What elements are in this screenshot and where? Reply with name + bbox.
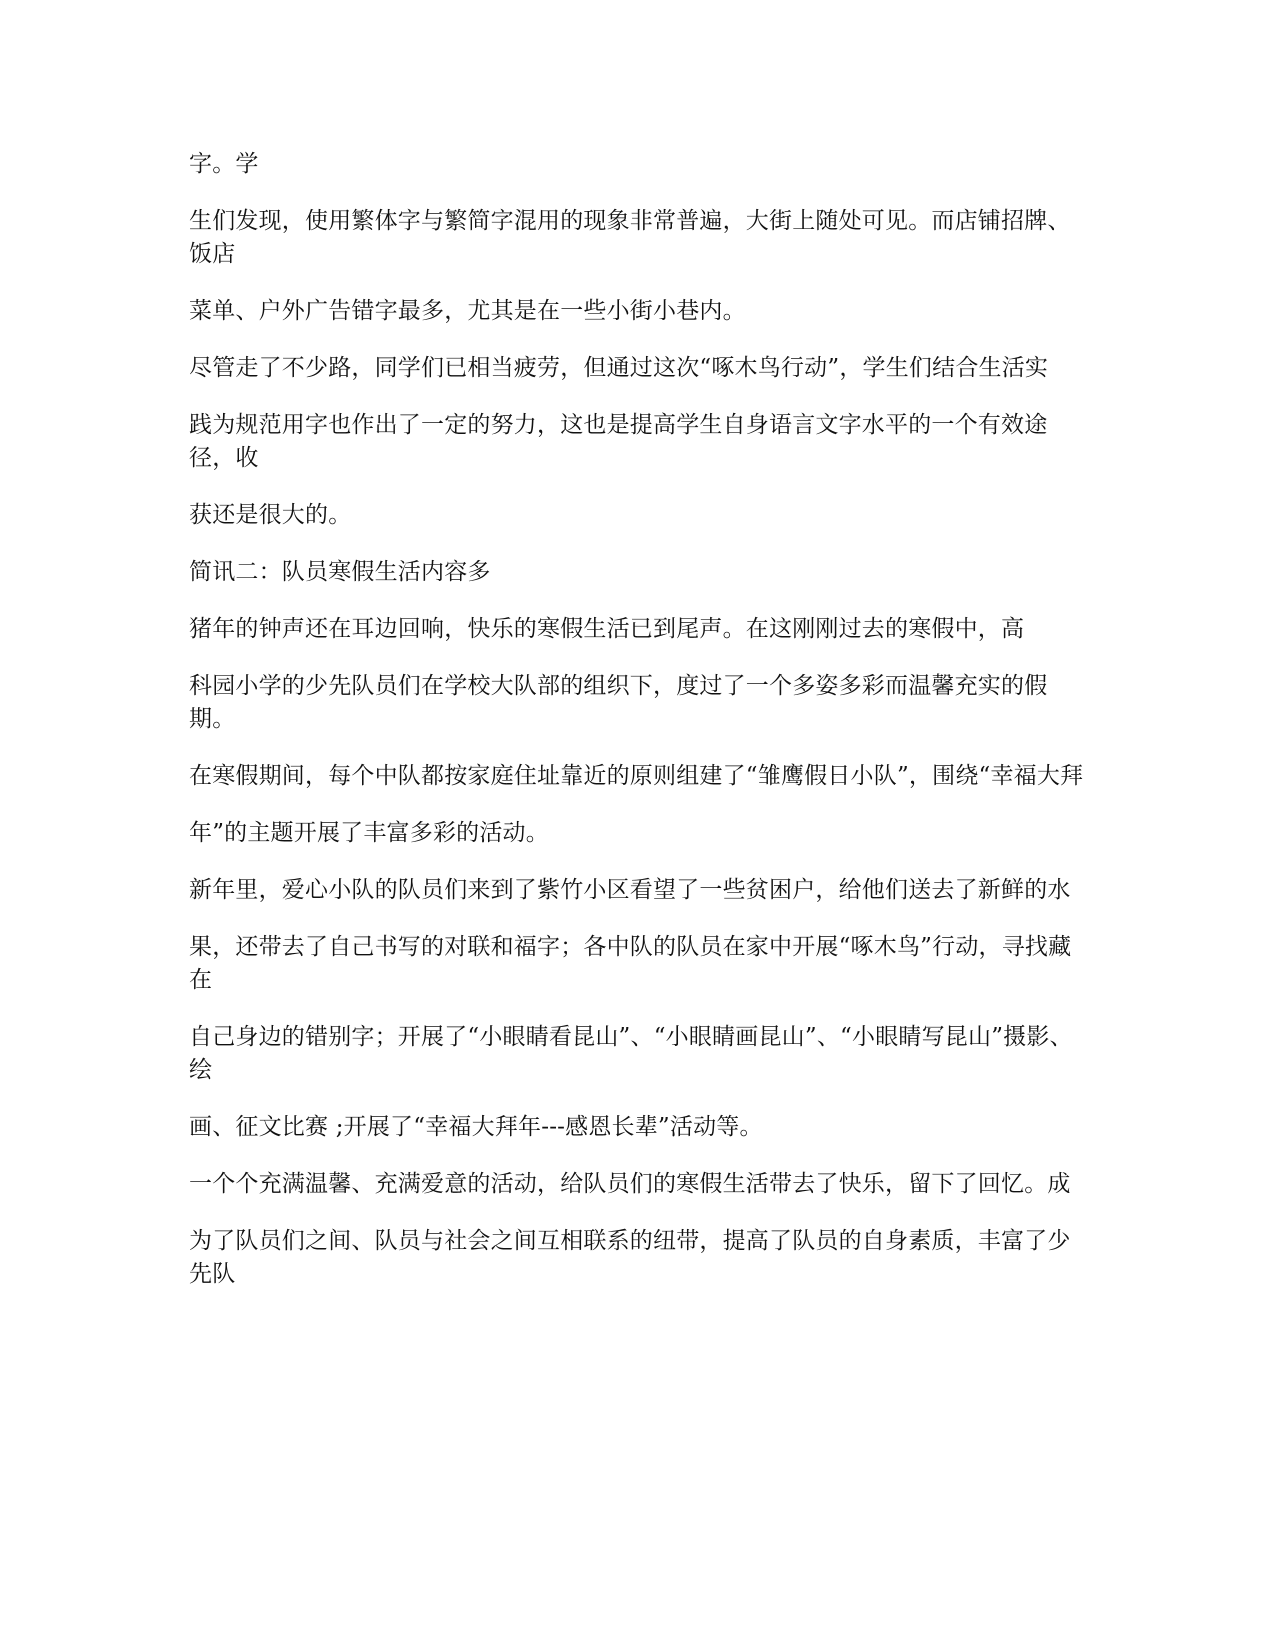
paragraph: 生们发现，使用繁体字与繁简字混用的现象非常普遍，大街上随处可见。而店铺招牌、饭店 (189, 208, 1071, 267)
paragraph: 践为规范用字也作出了一定的努力，这也是提高学生自身语言文字水平的一个有效途径，收 (189, 412, 1048, 471)
paragraph: 菜单、户外广告错字最多，尤其是在一些小街小巷内。 (189, 298, 746, 324)
paragraph: 为了队员们之间、队员与社会之间互相联系的纽带，提高了队员的自身素质，丰富了少先队 (189, 1228, 1071, 1287)
paragraph: 猪年的钟声还在耳边回响，快乐的寒假生活已到尾声。在这刚刚过去的寒假中，高 (189, 616, 1025, 642)
paragraph: 自己身边的错别字；开展了“小眼睛看昆山”、“小眼睛画昆山”、“小眼睛写昆山”摄影、绘 (189, 1024, 1073, 1083)
paragraph: 尽管走了不少路，同学们已相当疲劳，但通过这次“啄木鸟行动”，学生们结合生活实 (189, 355, 1049, 381)
paragraph: 科园小学的少先队员们在学校大队部的组织下，度过了一个多姿多彩而温馨充实的假期。 (189, 673, 1048, 732)
paragraph: 获还是很大的。 (189, 502, 352, 528)
paragraph: 果，还带去了自己书写的对联和福字；各中队的队员在家中开展“啄木鸟”行动，寻找藏在 (189, 934, 1072, 993)
paragraph: 年”的主题开展了丰富多彩的活动。 (189, 820, 549, 846)
paragraph: 画、征文比赛 ;开展了“幸福大拜年---感恩长辈”活动等。 (189, 1114, 763, 1140)
document-body (189, 148, 1089, 1315)
paragraph: 新年里，爱心小队的队员们来到了紫竹小区看望了一些贫困户，给他们送去了新鲜的水 (189, 877, 1071, 903)
section-heading: 简讯二：队员寒假生活内容多 (189, 559, 491, 585)
paragraph: 在寒假期间，每个中队都按家庭住址靠近的原则组建了“雏鹰假日小队”，围绕“幸福大拜 (189, 763, 1084, 789)
paragraph: 一个个充满温馨、充满爱意的活动，给队员们的寒假生活带去了快乐，留下了回忆。成 (189, 1171, 1071, 1197)
paragraph: 字。学 (189, 151, 259, 177)
